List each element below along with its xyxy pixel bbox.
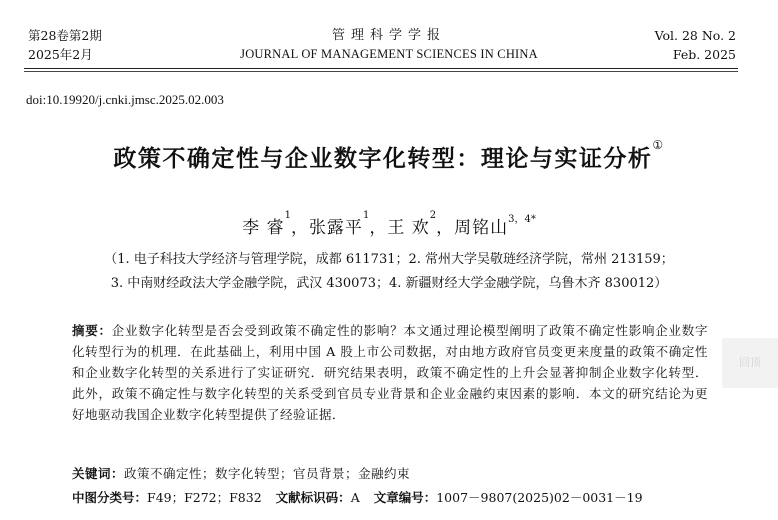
doc-code-label: 文献标识码： (275, 490, 351, 505)
keywords-label: 关键词： (72, 466, 125, 481)
header-rule-thin (24, 71, 738, 72)
abstract-label: 摘要： (72, 323, 112, 338)
article-number-label: 文章编号： (373, 490, 437, 505)
keywords (72, 464, 410, 482)
author-name: 周铭山 (454, 218, 509, 238)
clc-value: F49；F272；F832 (147, 490, 262, 505)
date-cn: 2025年2月 (28, 47, 93, 62)
keywords-text: 政策不确定性；数字化转型；官员背景；金融约束 (124, 466, 411, 481)
doi: doi:10.19920/j.cnki.jmsc.2025.02.003 (26, 92, 224, 107)
author-name: 李 睿 (242, 218, 285, 238)
journal-title-cn: 管理科学学报 (331, 28, 446, 43)
author-name: 张露平 (308, 218, 363, 238)
author-separator: ， (290, 218, 309, 238)
paper-title (0, 140, 778, 173)
author-list (0, 210, 778, 238)
author-affiliation-mark: 1 (362, 210, 370, 221)
article-number-value: 1007－9807(2025)02－0031－19 (436, 490, 643, 505)
abstract (72, 320, 708, 425)
author-affiliation-mark: 3，4* (508, 214, 536, 225)
author-separator: ， (436, 218, 455, 238)
header-right (655, 26, 736, 64)
header-rule (24, 68, 738, 69)
affiliation-line-1: （1. 电子科技大学经济与管理学院，成都 611731；2. 常州大学吴敬琏经济学院，常州 213159； (104, 252, 674, 267)
clc-label: 中图分类号： (72, 490, 148, 505)
author-separator: ， (369, 218, 388, 238)
doc-code-value: A (350, 490, 360, 505)
title-footnote-mark: ① (652, 138, 665, 152)
abstract-text: 企业数字化转型是否会受到政策不确定性的影响？本文通过理论模型阐明了政策不确定性影响企业数字化转型行为的机理．在此基础上，利用中国 A 股上市公司数据，对由地方政府官员变更来度量的政策不确定性和企业数字化转型的关系进行了实证研究．研究结果表明，政策不确定性的上升会显著抑制企业数字化转型．此外，政策不确定性与数字化转型的关系受到官员专业背景和企业金融约束因素的影响．本文的研究结论为更好地驱动我国企业数字化转型提供了经验证据． (72, 323, 708, 422)
author-affiliation-mark: 2 (429, 210, 437, 221)
journal-title-en: JOURNAL OF MANAGEMENT SCIENCES IN CHINA (240, 47, 538, 61)
author-name: 王 欢 (387, 218, 430, 238)
back-to-top-tab[interactable]: 回顶 (722, 338, 778, 388)
date-en: Feb. 2025 (672, 47, 736, 62)
volume-en: Vol. 28 No. 2 (654, 28, 736, 43)
classification-line (72, 488, 643, 506)
volume-cn: 第28卷第2期 (28, 28, 102, 43)
affiliation-line-2: 3. 中南财经政法大学金融学院，武汉 430073；4. 新疆财经大学金融学院，乌鲁木齐 830012） (110, 276, 668, 291)
author-affiliation-mark: 1 (284, 210, 291, 221)
paper-title-text: 政策不确定性与企业数字化转型：理论与实证分析 (113, 146, 653, 172)
